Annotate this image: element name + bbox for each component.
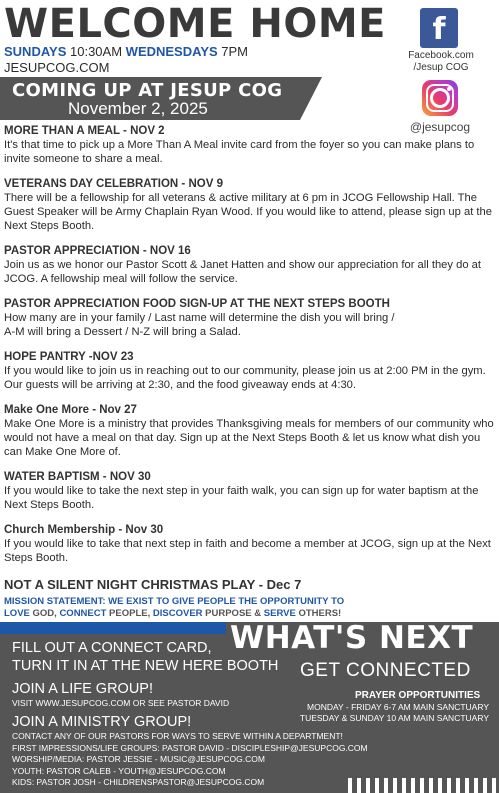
contact-line: FIRST IMPRESSIONS/LIFE GROUPS: PASTOR DAVID - DISCIPLESHIP@JESUPCOG.COM	[12, 742, 368, 753]
mission-connect: CONNECT	[59, 608, 107, 619]
event-body: Join us as we honor our Pastor Scott & Janet Hatten and show our appreciation for all they do at JCOG. A fellowship meal will follow the service.	[4, 259, 481, 285]
event-body: If you would like to join us in reaching out to our community, please join us at 2:00 PM in the gym. Our guests will be arriving at 2:30, and the food giveaway ends at 4:30.	[4, 365, 486, 391]
prayer-line: MONDAY - FRIDAY 6-7 AM MAIN SANCTUARY	[307, 702, 489, 712]
mission-love: LOVE	[4, 608, 30, 619]
event-heading: Church Membership - Nov 30	[4, 524, 164, 536]
mission-statement	[4, 596, 498, 620]
event-body-line: How many are in your family / Last name will determine the dish you will bring /	[4, 312, 395, 324]
mission-serve: SERVE	[263, 608, 296, 619]
mission-label: MISSION STATEMENT:	[4, 596, 106, 607]
mission-discover: DISCOVER	[152, 608, 203, 619]
event-heading: PASTOR APPRECIATION FOOD SIGN-UP AT THE NEXT STEPS BOOTH	[4, 298, 390, 310]
christmas-play: NOT A SILENT NIGHT CHRISTMAS PLAY - Dec 7	[4, 577, 302, 592]
page-title: WELCOME HOME	[4, 1, 386, 47]
banner-title: COMING UP AT JESUP COG	[12, 80, 283, 101]
event-body: There will be a fellowship for all veterans & active military at 6 pm in JCOG Fellowship Hall. The Guest Speaker will be Army Chaplain Ryan Wood. If you would like to attend, please sign up at the Next Steps Booth.	[4, 192, 492, 232]
coming-up-banner	[0, 77, 300, 120]
event-heading: Make One More - Nov 27	[4, 404, 137, 416]
prayer-heading: PRAYER OPPORTUNITIES	[355, 690, 481, 701]
facebook-line2: /Jesup COG	[413, 62, 469, 73]
event-item	[4, 177, 498, 233]
contact-line: KIDS: PASTOR JOSH - CHILDRENSPASTOR@JESUPCOG.COM	[12, 777, 265, 788]
accent-bar	[0, 622, 226, 634]
mission-text: WE EXIST TO GIVE PEOPLE THE OPPORTUNITY TO	[105, 596, 345, 607]
events-list	[4, 124, 498, 576]
get-connected-subtitle: GET CONNECTED	[300, 660, 471, 681]
sundays-label: SUNDAYS	[4, 44, 67, 59]
event-heading: WATER BAPTISM - NOV 30	[4, 471, 151, 483]
connect-card-line1: FILL OUT A CONNECT CARD,	[12, 640, 212, 656]
event-item	[4, 297, 498, 339]
event-item	[4, 244, 498, 286]
event-body-line: A-M will bring a Dessert / N-Z will bring a Salad.	[4, 326, 241, 338]
decorative-stripes	[348, 778, 498, 793]
website-link[interactable]: JESUPCOG.COM	[4, 60, 110, 75]
wednesdays-label: WEDNESDAYS	[125, 44, 218, 59]
contact-line: YOUTH: PASTOR CALEB - YOUTH@JESUPCOG.COM	[12, 765, 226, 776]
facebook-link[interactable]	[400, 50, 482, 74]
event-item	[4, 403, 498, 459]
event-body: Make One More is a ministry that provides Thanksgiving meals for members of our community who would not have a meal on that day. Sign up at the Next Steps Booth & let us know what dish you can Make One More of.	[4, 418, 494, 458]
instagram-icon[interactable]	[422, 80, 458, 116]
ministry-contacts	[12, 731, 368, 789]
sunday-time: 10:30AM	[70, 44, 123, 59]
mission-text: PURPOSE &	[202, 608, 264, 619]
event-heading: MORE THAN A MEAL - NOV 2	[4, 125, 165, 137]
life-group-heading: JOIN A LIFE GROUP!	[12, 681, 154, 697]
event-body: If you would like to take that next step in faith and become a member at JCOG, sign up at the Next Steps Booth.	[4, 538, 491, 564]
mission-text: PEOPLE,	[106, 608, 153, 619]
life-group-sub: VISIT WWW.JESUPCOG.COM OR SEE PASTOR DAVID	[12, 698, 230, 708]
instagram-handle[interactable]: @jesupcog	[409, 120, 471, 134]
event-item	[4, 470, 498, 512]
facebook-line1: Facebook.com	[408, 50, 474, 61]
event-item	[4, 523, 498, 565]
event-body: If you would like to take the next step in your faith walk, you can sign up for water baptism at the Next Steps Booth.	[4, 485, 479, 511]
whats-next-title: WHAT'S NEXT	[230, 620, 474, 656]
service-times	[4, 44, 248, 59]
facebook-icon[interactable]: f	[420, 8, 458, 48]
connect-card-line2: TURN IT IN AT THE NEW HERE BOOTH	[12, 658, 279, 674]
event-item	[4, 124, 498, 166]
event-heading: VETERANS DAY CELEBRATION - NOV 9	[4, 178, 223, 190]
event-body: It's that time to pick up a More Than A Meal invite card from the foyer so you can make plans to invite someone to share a meal.	[4, 139, 475, 165]
contact-line: CONTACT ANY OF OUR PASTORS FOR WAYS TO SERVE WITHIN A DEPARTMENT!	[12, 731, 343, 741]
prayer-line: TUESDAY & SUNDAY 10 AM MAIN SANCTUARY	[299, 713, 489, 723]
mission-text: OTHERS!	[295, 608, 342, 619]
banner-date: November 2, 2025	[68, 99, 208, 118]
ministry-group-heading: JOIN A MINISTRY GROUP!	[12, 714, 192, 730]
wednesday-time: 7PM	[221, 44, 249, 59]
mission-text: GOD,	[29, 608, 60, 619]
event-heading: HOPE PANTRY -NOV 23	[4, 351, 134, 363]
contact-line: WORSHIP/MEDIA: PASTOR JESSIE - MUSIC@JESUPCOG.COM	[12, 754, 265, 765]
event-item	[4, 350, 498, 392]
event-heading: PASTOR APPRECIATION - NOV 16	[4, 245, 191, 257]
